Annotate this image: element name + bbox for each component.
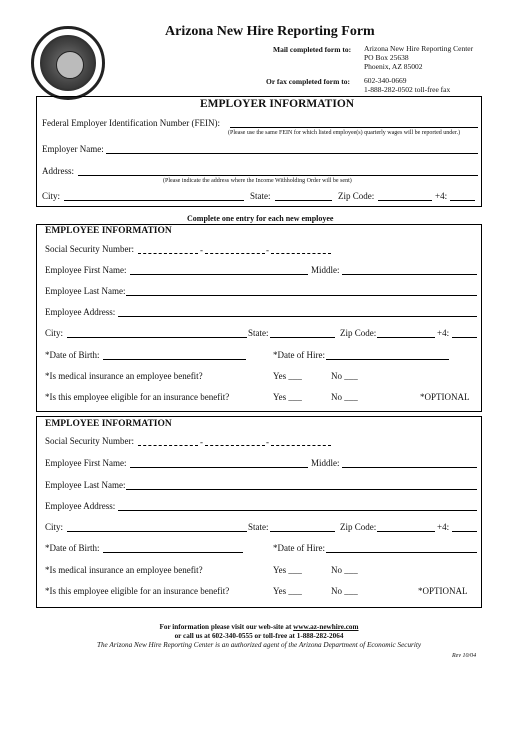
- mail-line: Phoenix, AZ 85002: [364, 61, 423, 71]
- employee-section-title: EMPLOYEE INFORMATION: [45, 419, 172, 429]
- employee-state-field[interactable]: [270, 337, 335, 338]
- ssn-separator: -: [266, 437, 269, 447]
- employer-address-note: (Please indicate the address where the Income Withholding Order will be sent): [163, 178, 352, 184]
- dob-field[interactable]: [103, 552, 243, 553]
- doh-label: *Date of Hire:: [273, 350, 325, 360]
- ssn-part1-field[interactable]: [138, 253, 198, 254]
- fax-line: 602-340-0669: [364, 76, 407, 85]
- dob-label: *Date of Birth:: [45, 543, 100, 553]
- fein-label: Federal Employer Identification Number (FEIN):: [42, 118, 220, 128]
- employee-plus4-field[interactable]: [452, 531, 477, 532]
- employer-state-label: State:: [250, 191, 271, 201]
- dob-field[interactable]: [103, 359, 246, 360]
- optional-note: *OPTIONAL: [418, 586, 468, 596]
- ssn-label: Social Security Number:: [45, 436, 134, 446]
- first-name-label: Employee First Name:: [45, 458, 127, 468]
- footer-phone-line: or call us at 602-340-0555 or toll-free at 1-888-282-2064: [174, 632, 344, 640]
- employee-address-label: Employee Address:: [45, 307, 116, 317]
- employer-address-field[interactable]: [78, 175, 478, 176]
- eligible-yes-option[interactable]: Yes ___: [273, 392, 302, 402]
- medical-insurance-question: *Is medical insurance an employee benefit?: [45, 565, 203, 575]
- fax-label: Or fax completed form to:: [266, 77, 351, 86]
- employee-state-label: State:: [248, 328, 269, 338]
- employee-section-title: EMPLOYEE INFORMATION: [45, 226, 172, 236]
- ssn-label: Social Security Number:: [45, 244, 134, 254]
- employer-state-field[interactable]: [275, 200, 332, 201]
- fax-numbers: [364, 77, 450, 95]
- employee-address-field[interactable]: [118, 510, 477, 511]
- ssn-separator: -: [200, 437, 203, 447]
- ssn-part2-field[interactable]: [205, 253, 265, 254]
- employee-state-field[interactable]: [270, 531, 335, 532]
- employee-city-field[interactable]: [67, 337, 247, 338]
- employer-address-label: Address:: [42, 166, 74, 176]
- employee-zip-label: Zip Code:: [340, 522, 377, 532]
- fax-line: 1-888-282-0502 toll-free fax: [364, 84, 451, 94]
- employer-zip-field[interactable]: [378, 200, 432, 201]
- employee-city-label: City:: [45, 328, 64, 338]
- employer-plus4-label: +4:: [435, 191, 448, 201]
- mail-line: Arizona New Hire Reporting Center: [364, 44, 474, 53]
- first-name-label: Employee First Name:: [45, 265, 127, 275]
- entry-note: Complete one entry for each new employee: [187, 214, 334, 223]
- optional-note: *OPTIONAL: [420, 392, 470, 402]
- employee-zip-field[interactable]: [377, 531, 435, 532]
- last-name-field[interactable]: [126, 489, 477, 490]
- middle-name-field[interactable]: [342, 467, 477, 468]
- footer-website-line: [36, 623, 482, 631]
- fein-field[interactable]: [230, 127, 478, 128]
- medical-no-option[interactable]: No ___: [331, 371, 358, 381]
- medical-no-option[interactable]: No ___: [331, 565, 358, 575]
- employer-city-label: City:: [42, 191, 61, 201]
- employee-state-label: State:: [248, 522, 269, 532]
- medical-yes-option[interactable]: Yes ___: [273, 371, 302, 381]
- middle-name-label: Middle:: [311, 458, 340, 468]
- employer-plus4-field[interactable]: [450, 200, 475, 201]
- ssn-part1-field[interactable]: [138, 445, 198, 446]
- employee-city-label: City:: [45, 522, 64, 532]
- employee-zip-label: Zip Code:: [340, 328, 377, 338]
- ssn-separator: -: [200, 245, 203, 255]
- insurance-eligible-question: *Is this employee eligible for an insurance benefit?: [45, 586, 230, 596]
- arizona-state-seal-icon: [31, 26, 105, 100]
- employee-address-field[interactable]: [118, 316, 477, 317]
- fein-note: (Please use the same FEIN for which listed employee(s) quarterly wages will be reported under.): [228, 130, 461, 136]
- mail-address: [364, 45, 473, 71]
- first-name-field[interactable]: [130, 467, 308, 468]
- last-name-field[interactable]: [126, 295, 477, 296]
- footer-website-text: For information please visit our web-site at: [159, 623, 294, 631]
- middle-name-label: Middle:: [311, 265, 340, 275]
- employee-city-field[interactable]: [67, 531, 247, 532]
- doh-field[interactable]: [326, 359, 449, 360]
- employee-plus4-field[interactable]: [452, 337, 477, 338]
- ssn-part3-field[interactable]: [271, 445, 331, 446]
- eligible-no-option[interactable]: No ___: [331, 392, 358, 402]
- medical-insurance-question: *Is medical insurance an employee benefit?: [45, 371, 203, 381]
- last-name-label: Employee Last Name:: [45, 286, 126, 296]
- website-link[interactable]: www.az-newhire.com: [293, 623, 359, 631]
- eligible-yes-option[interactable]: Yes ___: [273, 586, 302, 596]
- employee-plus4-label: +4:: [437, 522, 450, 532]
- middle-name-field[interactable]: [342, 274, 477, 275]
- ssn-part3-field[interactable]: [271, 253, 331, 254]
- ssn-part2-field[interactable]: [205, 445, 265, 446]
- employee-zip-field[interactable]: [377, 337, 435, 338]
- insurance-eligible-question: *Is this employee eligible for an insurance benefit?: [45, 392, 230, 402]
- medical-yes-option[interactable]: Yes ___: [273, 565, 302, 575]
- employee-address-label: Employee Address:: [45, 501, 116, 511]
- employer-name-label: Employer Name:: [42, 144, 104, 154]
- ssn-separator: -: [266, 245, 269, 255]
- revision-label: Rev 10/04: [452, 653, 477, 659]
- doh-label: *Date of Hire:: [273, 543, 325, 553]
- first-name-field[interactable]: [130, 274, 308, 275]
- last-name-label: Employee Last Name:: [45, 480, 126, 490]
- employer-zip-label: Zip Code:: [338, 191, 375, 201]
- footer-agent-line: The Arizona New Hire Reporting Center is an authorized agent of the Arizona Department of Economic Security: [96, 641, 422, 649]
- employer-section-title: EMPLOYER INFORMATION: [200, 98, 355, 110]
- mail-line: PO Box 25638: [364, 52, 409, 62]
- mail-label: Mail completed form to:: [273, 45, 352, 54]
- employer-city-field[interactable]: [64, 200, 244, 201]
- form-title: Arizona New Hire Reporting Form: [165, 24, 375, 39]
- employee-plus4-label: +4:: [437, 328, 450, 338]
- doh-field[interactable]: [326, 552, 477, 553]
- dob-label: *Date of Birth:: [45, 350, 100, 360]
- employer-name-field[interactable]: [106, 153, 478, 154]
- eligible-no-option[interactable]: No ___: [331, 586, 358, 596]
